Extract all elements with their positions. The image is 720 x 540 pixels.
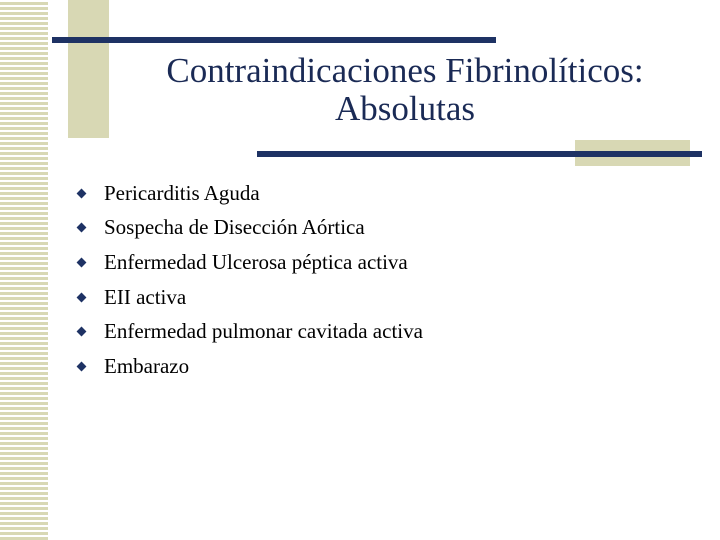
diamond-bullet-icon <box>77 361 87 371</box>
diamond-bullet-icon <box>77 327 87 337</box>
list-item <box>75 211 423 246</box>
bullet-text: EII activa <box>104 284 187 309</box>
slide-title-line-1: Contraindicaciones Fibrinolíticos: <box>166 51 644 90</box>
diamond-bullet-icon <box>77 258 87 268</box>
list-item <box>75 176 423 211</box>
list-item <box>75 349 423 384</box>
slide-title <box>110 52 700 128</box>
bullet-text: Enfermedad Ulcerosa péptica activa <box>104 249 408 274</box>
decorative-title-block <box>68 0 109 138</box>
decorative-bottom-bar <box>257 151 702 157</box>
bullet-text: Enfermedad pulmonar cavitada activa <box>104 319 423 344</box>
diamond-bullet-icon <box>77 188 87 198</box>
list-item <box>75 245 423 280</box>
bullet-text: Embarazo <box>104 353 190 378</box>
diamond-bullet-icon <box>77 292 87 302</box>
list-item <box>75 280 423 315</box>
bullet-text: Pericarditis Aguda <box>104 180 260 205</box>
slide-title-line-2: Absolutas <box>335 89 475 128</box>
list-item <box>75 314 423 349</box>
decorative-top-bar <box>52 37 496 43</box>
bullet-text: Sospecha de Disección Aórtica <box>104 215 365 240</box>
bullet-list <box>75 176 423 384</box>
decorative-stripes <box>0 0 50 540</box>
diamond-bullet-icon <box>77 223 87 233</box>
